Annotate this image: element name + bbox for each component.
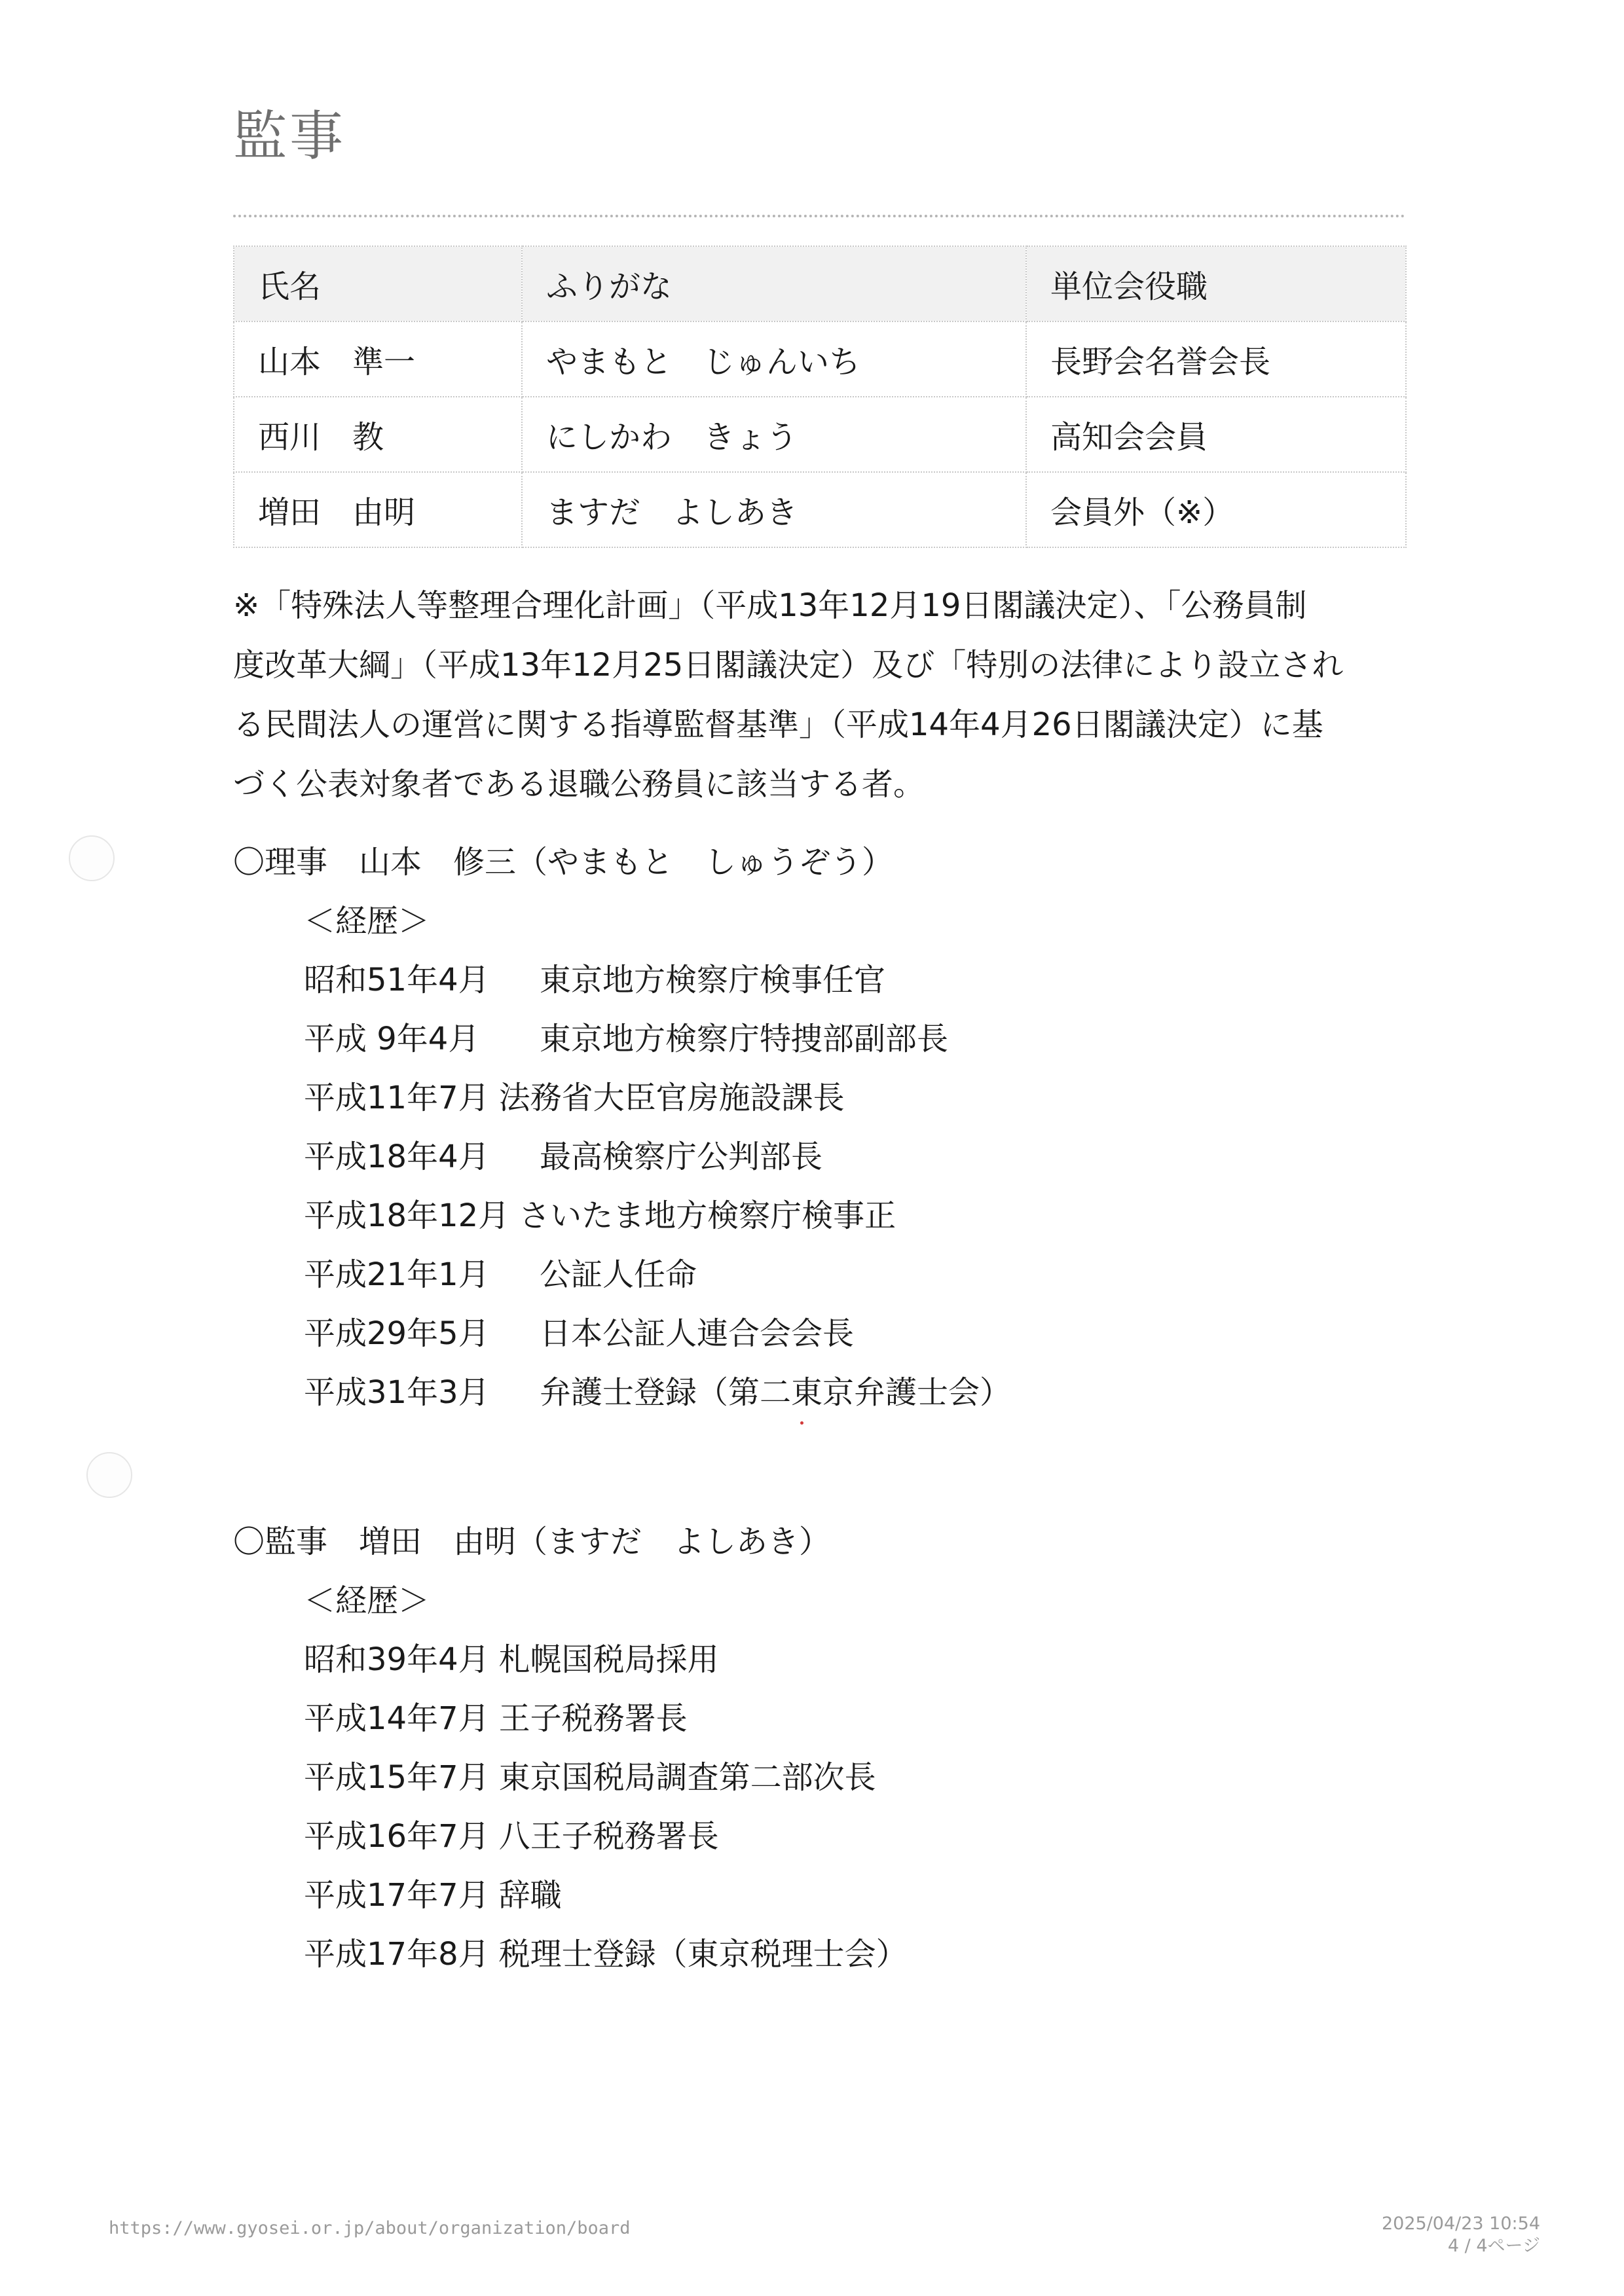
cell-name: 増田 由明 — [234, 472, 522, 547]
career-date: 平成15年7月 — [304, 1759, 490, 1796]
career-item — [304, 1245, 1011, 1304]
career-event: 最高検察庁公判部長 — [540, 1139, 823, 1175]
career-date: 昭和51年4月 — [304, 962, 490, 998]
career-date: 平成17年8月 — [304, 1936, 490, 1973]
career-list — [304, 892, 1011, 1422]
title-divider — [233, 215, 1405, 217]
career-event: 辞職 — [498, 1877, 562, 1914]
table-header-row — [234, 246, 1406, 321]
career-item — [304, 1010, 1011, 1068]
header-furigana: ふりがな — [522, 246, 1026, 321]
career-date: 平成 9年4月 — [304, 1021, 480, 1057]
career-date: 平成31年3月 — [304, 1374, 490, 1411]
auditors-table — [233, 246, 1407, 548]
career-item — [304, 951, 1011, 1010]
career-item — [304, 1186, 1011, 1245]
career-date: 平成11年7月 — [304, 1080, 490, 1116]
cell-furigana: にしかわ きょう — [522, 397, 1026, 472]
footnote-line: る民間法人の運営に関する指導監督基準」（平成14年4月26日閣議決定）に基 — [233, 706, 1323, 743]
career-date: 平成14年7月 — [304, 1700, 490, 1737]
header-name: 氏名 — [234, 246, 522, 321]
career-event: 税理士登録（東京税理士会） — [498, 1936, 908, 1973]
bio-heading: 〇監事 増田 由明（ますだ よしあき） — [233, 1523, 831, 1560]
career-date: 平成16年7月 — [304, 1818, 490, 1855]
career-item — [304, 1866, 908, 1925]
career-label: ＜経歴＞ — [304, 1582, 430, 1619]
career-event: 東京地方検察庁検事任官 — [540, 962, 886, 998]
source-url: https://www.gyosei.or.jp/about/organization/board — [109, 2218, 631, 2238]
career-event: 弁護士登録（第二東京弁護士会） — [540, 1374, 1012, 1411]
career-item — [304, 1748, 908, 1807]
career-item — [304, 1363, 1011, 1422]
career-event: 王子税務署長 — [498, 1700, 688, 1737]
career-event: 法務省大臣官房施設課長 — [498, 1080, 845, 1116]
print-info — [1382, 2213, 1540, 2257]
career-date: 昭和39年4月 — [304, 1641, 490, 1678]
career-event: 公証人任命 — [540, 1256, 697, 1293]
career-list — [304, 1571, 908, 1984]
career-date: 平成17年7月 — [304, 1877, 490, 1914]
career-event: 札幌国税局採用 — [498, 1641, 719, 1678]
cell-name: 西川 教 — [234, 397, 522, 472]
punch-hole-mark — [69, 835, 115, 881]
cell-furigana: ますだ よしあき — [522, 472, 1026, 547]
career-item — [304, 1689, 908, 1748]
career-item — [304, 1925, 908, 1984]
cell-name: 山本 準一 — [234, 321, 522, 397]
footnote-line: 度改革大綱」（平成13年12月25日閣議決定）及び「特別の法律により設立され — [233, 647, 1344, 683]
table-row — [234, 321, 1406, 397]
career-date: 平成18年12月 — [304, 1197, 510, 1234]
career-event: 東京国税局調査第二部次長 — [498, 1759, 876, 1796]
punch-hole-mark — [86, 1452, 132, 1498]
career-date: 平成18年4月 — [304, 1139, 490, 1175]
career-event: 東京地方検察庁特捜部副部長 — [540, 1021, 949, 1057]
cell-position: 高知会会員 — [1026, 397, 1406, 472]
bio-heading: 〇理事 山本 修三（やまもと しゅうぞう） — [233, 844, 894, 881]
career-item — [304, 1068, 1011, 1127]
career-item — [304, 1304, 1011, 1363]
cell-position: 会員外（※） — [1026, 472, 1406, 547]
page-title: 監事 — [233, 105, 346, 168]
footnote — [233, 576, 1412, 814]
bio-auditor-masuda — [233, 1512, 908, 1984]
career-event: 日本公証人連合会会長 — [540, 1315, 855, 1352]
career-date: 平成29年5月 — [304, 1315, 490, 1352]
career-item — [304, 1807, 908, 1866]
cell-position: 長野会名誉会長 — [1026, 321, 1406, 397]
career-event: 八王子税務署長 — [498, 1818, 719, 1855]
career-date: 平成21年1月 — [304, 1256, 490, 1293]
page-indicator: 4 / 4ページ — [1447, 2236, 1540, 2256]
header-position: 単位会役職 — [1026, 246, 1406, 321]
career-event: さいたま地方検察庁検事正 — [519, 1197, 896, 1234]
career-item — [304, 1630, 908, 1689]
table-row — [234, 472, 1406, 547]
cell-furigana: やまもと じゅんいち — [522, 321, 1026, 397]
footnote-line: づく公表対象者である退職公務員に該当する者。 — [233, 766, 925, 803]
career-label: ＜経歴＞ — [304, 903, 430, 939]
career-item — [304, 1127, 1011, 1186]
table-row — [234, 397, 1406, 472]
print-timestamp: 2025/04/23 10:54 — [1381, 2214, 1540, 2234]
bio-director-yamamoto — [233, 833, 1011, 1422]
footnote-line: ※「特殊法人等整理合理化計画」（平成13年12月19日閣議決定）、「公務員制 — [233, 587, 1307, 624]
